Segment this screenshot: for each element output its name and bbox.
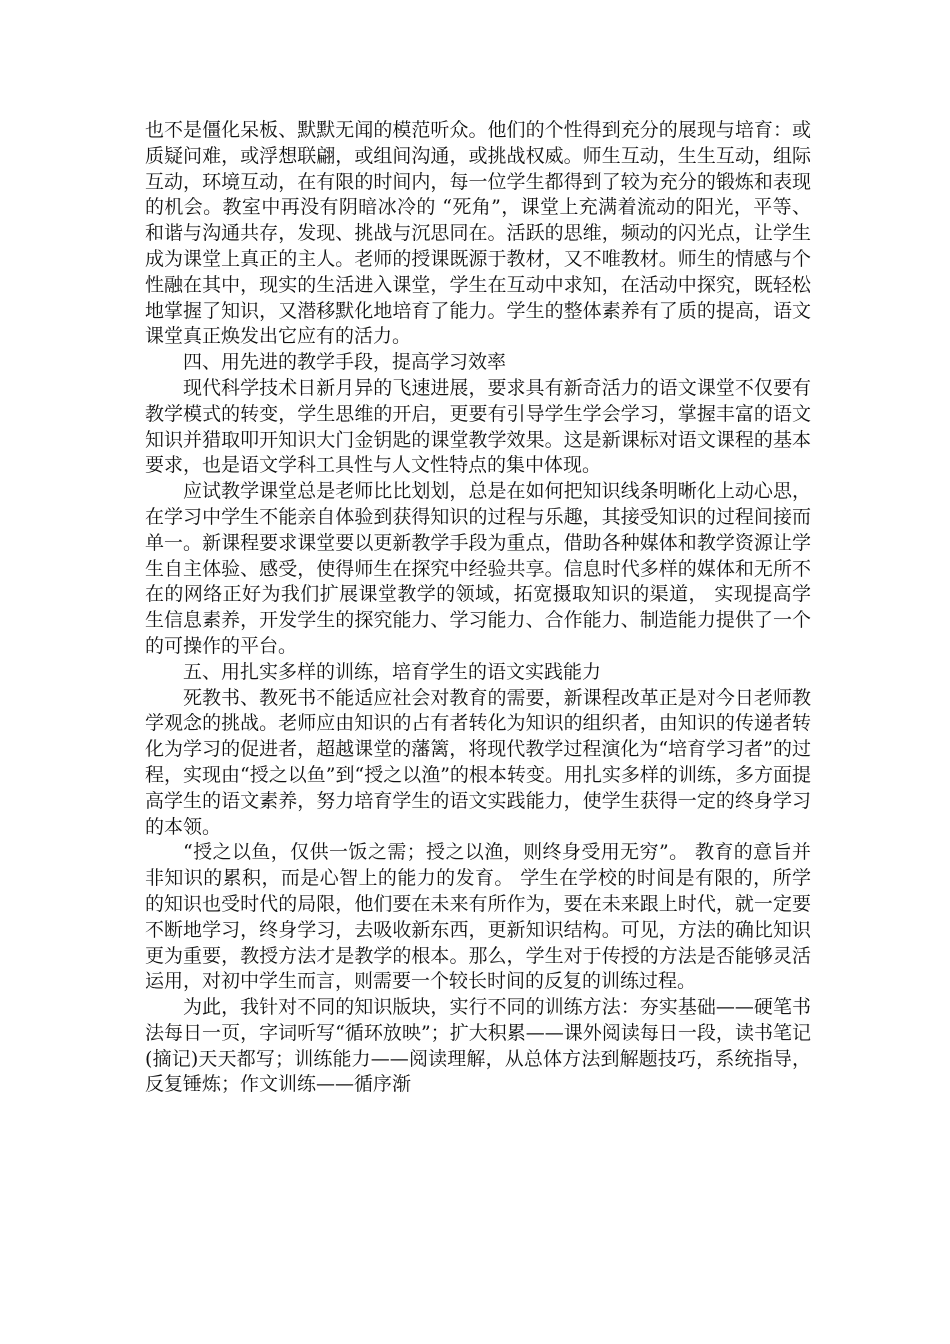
document-page — [145, 118, 811, 1098]
paragraph-6: 为此，我针对不同的知识版块，实行不同的训练方法：夯实基础——硬笔书法每日一页，字词听写“循环放映”；扩大积累——课外阅读每日一段，读书笔记(摘记)天天都写；训练能力——阅读理解，从总体方法到解题技巧，系统指导，反复锤炼；作文训练——循序渐 — [145, 996, 811, 1096]
paragraph-1: 也不是僵化呆板、默默无闻的模范听众。他们的个性得到充分的展现与培育：或质疑问难，或浮想联翩，或组间沟通，或挑战权威。师生互动，生生互动，组际互动，环境互动，在有限的时间内，每一位学生都得到了较为充分的锻炼和表现的机会。教室中再没有阴暗冰冷的 “死角”，课堂上充满着流动的阳光，平等、和谐与沟通共存，发现、挑战与沉思同在。活跃的思维，频动的闪光点，让学生成为课堂上真正的主人。老师的授课既源于教材，又不唯教材。师生的情感与个性融在其中，现实的生活进入课堂，学生在互动中求知，在活动中探究，既轻松地掌握了知识，又潜移默化地培育了能力。学生的整体素养有了质的提高，语文课堂真正焕发出它应有的活力。 — [145, 119, 811, 348]
paragraph-3: 应试教学课堂总是老师比比划划，总是在如何把知识线条明晰化上动心思，在学习中学生不能亲自体验到获得知识的过程与乐趣，其接受知识的过程间接而单一。新课程要求课堂要以更新教学手段为重点，借助各种媒体和教学资源让学生自主体验、感受，使得师生在探究中经验共享。信息时代多样的媒体和无所不在的网络正好为我们扩展课堂教学的领域，拓宽摄取知识的渠道， 实现提高学生信息素养，开发学生的探究能力、学习能力、合作能力、制造能力提供了一个 的可操作的平台。 — [145, 480, 811, 657]
paragraph-4: 死教书、教死书不能适应社会对教育的需要，新课程改革正是对今日老师教学观念的挑战。老师应由知识的占有者转化为知识的组织者，由知识的传递者转化为学习的促进者，超越课堂的藩篱，将现代教学过程演化为“培育学习者”的过程，实现由“授之以鱼”到“授之以渔”的根本转变。用扎实多样的训练，多方面提高学生的语文素养，努力培育学生的语文实践能力，使学生获得一定的终身学习的本领。 — [145, 686, 811, 838]
section-heading-4: 四、用先进的教学手段，提高学习效率 — [183, 351, 507, 374]
paragraph-2: 现代科学技术日新月异的飞速进展，要求具有新奇活力的语文课堂不仅要有教学模式的转变，学生思维的开启，更要有引导学生学会学习，掌握丰富的语文知识并猎取叩开知识大门金钥匙的课堂教学效果。这是新课标对语文课程的基本要求，也是语文学科工具性与人文性特点的集中体现。 — [145, 376, 811, 477]
paragraph-5: “授之以鱼，仅供一饭之需；授之以渔，则终身受用无穷”。 教育的意旨并非知识的累积，而是心智上的能力的发育。 学生在学校的时间是有限的，所学的知识也受时代的局限，他们要在未来有所作为，要在未来跟上时代，就一定要不断地学习，终身学习，去吸收新东西，更新知识结构。可见，方法的确比知识更为重要，教授方法才是教学的根本。那么，学生对于传授的方法是否能够灵活运用，对初中学生而言，则需要一个较长时间的反复的训练过程。 — [145, 841, 811, 993]
section-heading-5: 五、用扎实多样的训练，培育学生的语文实践能力 — [183, 660, 602, 683]
